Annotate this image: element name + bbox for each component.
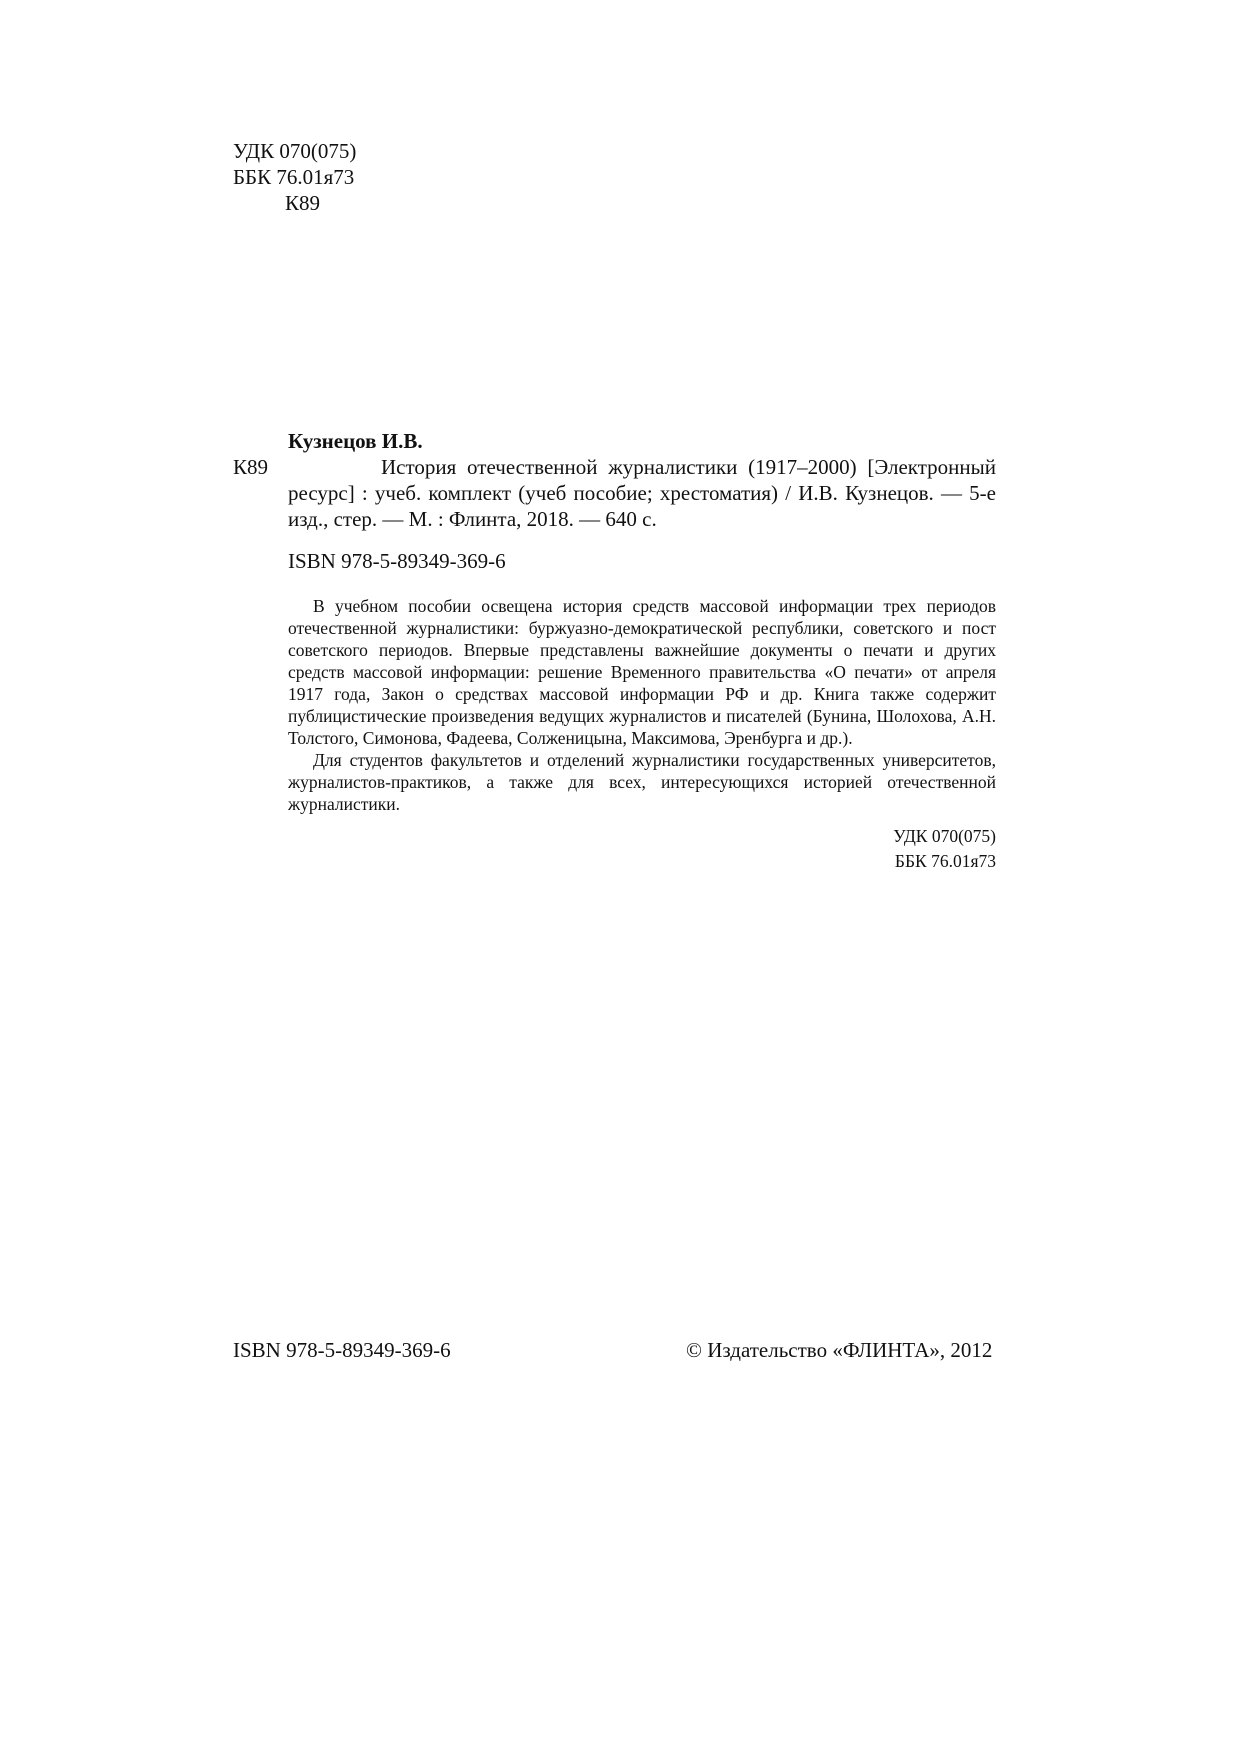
author-name: Кузнецов И.В.	[288, 429, 423, 453]
annotation-udk: УДК 070(075)	[893, 826, 996, 846]
annotation-bbk: ББК 76.01я73	[894, 851, 996, 871]
copyright-notice: © Издательство «ФЛИНТА», 2012	[686, 1338, 993, 1362]
record-isbn: ISBN 978-5-89349-369-6	[288, 549, 506, 573]
udk-code: УДК 070(075)	[233, 139, 357, 163]
annotation-paragraph: Для студентов факультетов и отделений журналистики государственных университетов, журналистов-практиков, а также для всех, интересующихся историей отечественной журналистики.	[288, 750, 996, 814]
annotation-paragraph: В учебном пособии освещена история средств массовой информации трех периодов отечественной журналистики: буржуазно-демократической республики, советского и пост советского периодов. Впервые представлены важнейшие документы о печати и других средств массовой информации: решение Временного правительства «О печати» от апреля 1917 года, Закон о средствах массовой информации РФ и др. Книга также содержит публицистические произведения ведущих журналистов и писателей (Бунина, Шолохова, А.Н. Толстого, Симонова, Фадеева, Солженицына, Максимова, Эренбурга и др.).	[288, 596, 996, 748]
bbk-code: ББК 76.01я73	[233, 165, 355, 189]
annotation-codes	[288, 824, 996, 874]
bibliographic-description: История отечественной журналистики (1917–2000) [Электронный ресурс] : учеб. комплект (учеб пособие; хрестоматия) / И.В. Кузнецов. — 5-е изд., стер. — М. : Флинта, 2018. — 640 с.	[288, 455, 996, 531]
record-author-mark: К89	[233, 455, 269, 479]
author-mark: К89	[285, 191, 321, 215]
footer-isbn: ISBN 978-5-89349-369-6	[233, 1338, 451, 1362]
classification-block	[233, 138, 356, 216]
annotation	[288, 595, 996, 815]
